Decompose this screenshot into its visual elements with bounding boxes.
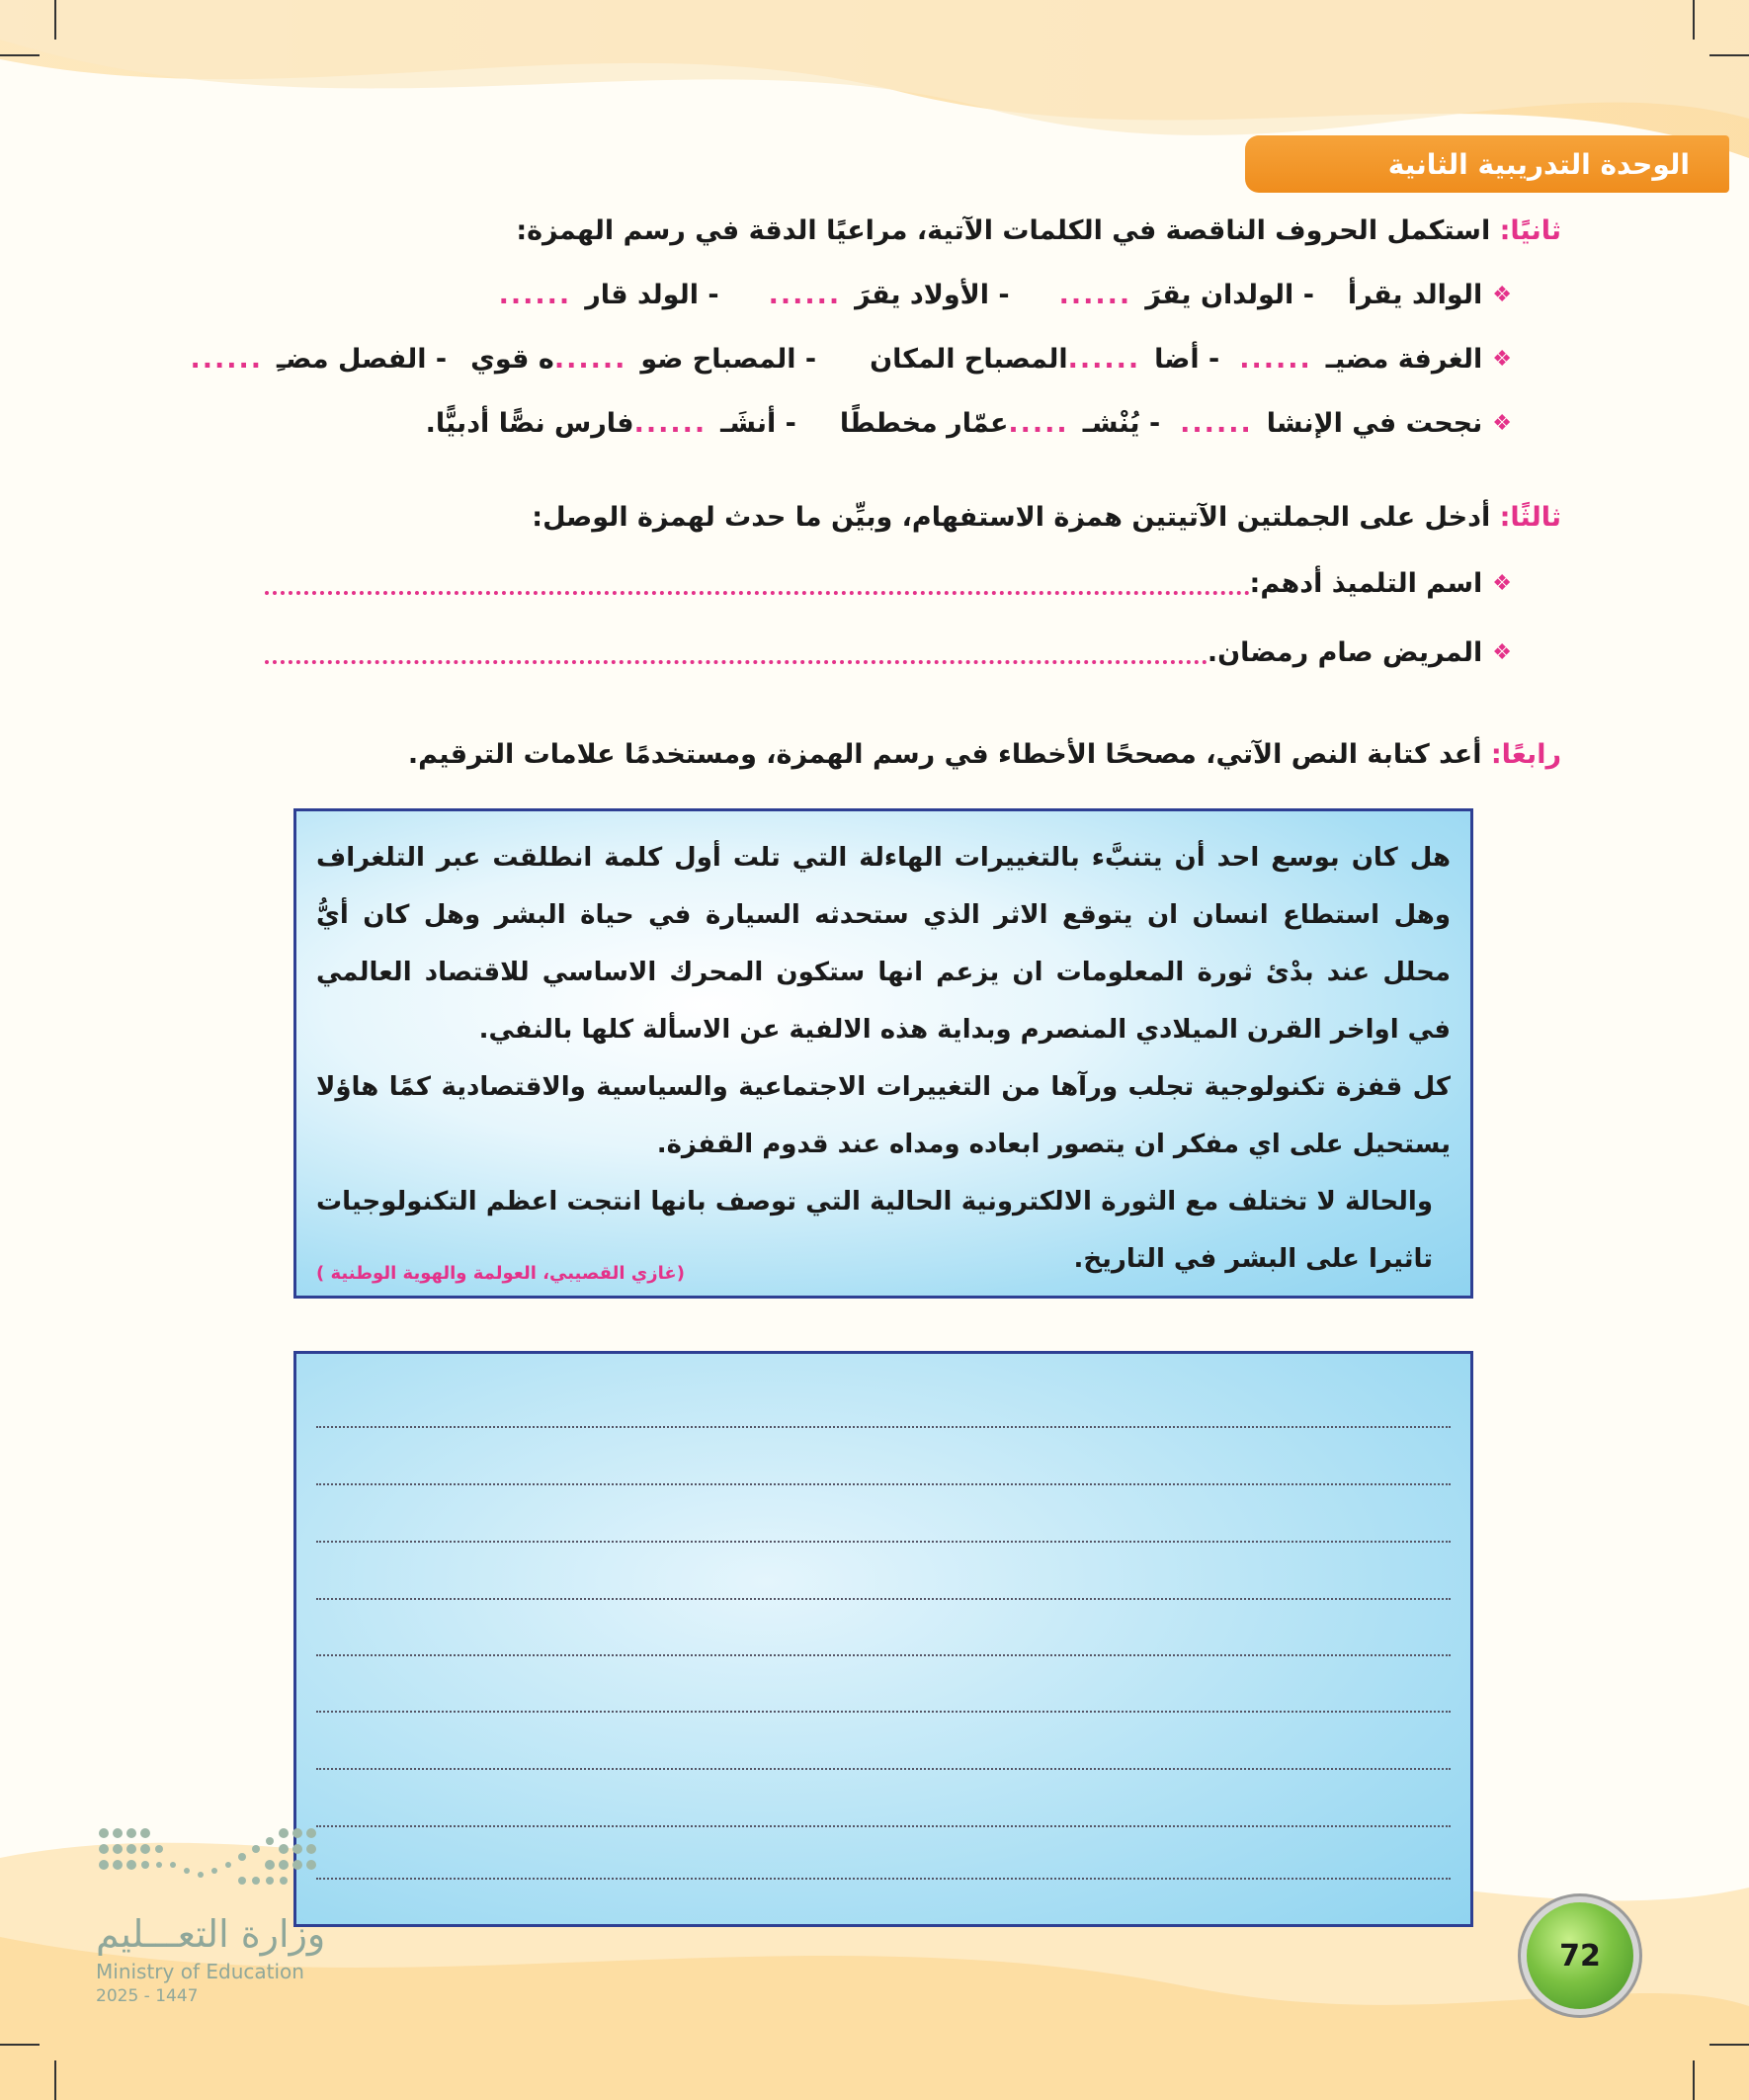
crop-mark: [0, 2044, 40, 2046]
crop-mark: [54, 0, 56, 40]
text-paragraph: كل قفزة تكنولوجية تجلب ورآها من التغييرات الاجتماعية والسياسية والاقتصادية كمًا هاؤلا يستحيل على اي مفكر ان يتصور ابعاده ومداه عند قدوم القفزة.: [316, 1072, 1451, 1159]
section3-instruction: أدخل على الجملتين الآتيتين همزة الاستفهام، وبيِّن ما حدث لهمزة الوصل:: [532, 502, 1491, 533]
text-paragraph: هل كان بوسع احد أن يتنبَّء بالتغييرات الهاءلة التي تلت أول كلمة انطلقت عبر التلغراف وهل استطاع انسان ان يتوقع الاثر الذي ستحدثه السيارة في حياة البشر وهل كان أيُّ محلل عند بدْئ ثورة المعلومات ان يزعم انها ستكون المحرك الاساسي للاقتصاد العالمي في اواخر القرن الميلادي المنصرم وبداية هذه الالفية عن الاسألة كلها بالنفي.: [316, 843, 1451, 1045]
diamond-bullet-icon: ❖: [1492, 571, 1512, 596]
writing-line[interactable]: [316, 1825, 1451, 1827]
section4-heading: [408, 739, 1561, 770]
page-number: 72: [1559, 1938, 1601, 1974]
word: - الولد قار: [585, 280, 719, 310]
writing-line[interactable]: [316, 1654, 1451, 1656]
diamond-bullet-icon: ❖: [1492, 411, 1512, 436]
writing-line[interactable]: [316, 1598, 1451, 1600]
word: عمّار مخططًا: [839, 408, 1009, 439]
word: ه قوي: [470, 344, 554, 375]
diamond-bullet-icon: ❖: [1492, 347, 1512, 372]
word: المصباح المكان: [870, 344, 1068, 375]
source-text-box: [293, 808, 1473, 1299]
writing-line[interactable]: [316, 1483, 1451, 1485]
section3-item-1: [265, 568, 1512, 599]
section2-row-2: ❖ الغرفة مضيـ ...... - أضا ...... المصباح المكان - المصباح ضو ...... ه قوي - الفصل مضـِ ......: [190, 344, 1512, 375]
word: - يُنْشـ: [1082, 408, 1161, 439]
ministry-name-en: Ministry of Education: [96, 1960, 304, 1983]
answer-line[interactable]: [265, 660, 1208, 664]
section2-heading: [516, 215, 1561, 246]
section3-label: ثالثًا:: [1499, 502, 1561, 533]
writing-line[interactable]: [316, 1768, 1451, 1770]
diamond-bullet-icon: ❖: [1492, 283, 1512, 307]
crop-mark: [54, 2060, 56, 2100]
crop-mark: [1709, 2044, 1749, 2046]
unit-title-banner: [1245, 135, 1729, 193]
ministry-logo-icon: [94, 1823, 321, 1981]
word: - المصباح ضو: [640, 344, 817, 375]
word: - الفصل مضـِ: [277, 344, 448, 375]
text-paragraph: والحالة لا تختلف مع الثورة الالكترونية الحالية التي توصف بانها انتجت اعظم التكنولوجيات تاثيرا على البشر في التاريخ.: [316, 1187, 1433, 1274]
edition-year: 2025 - 1447: [96, 1986, 199, 2006]
crop-mark: [1693, 2060, 1695, 2100]
writing-line[interactable]: [316, 1426, 1451, 1428]
section2-row-1: ❖ الوالد يقرأ - الولدان يقرَ ...... - الأولاد يقرَ ...... - الولد قار ......: [498, 280, 1512, 310]
diamond-bullet-icon: ❖: [1492, 640, 1512, 665]
section3-heading: [532, 502, 1561, 533]
unit-title: الوحدة التدريبية الثانية: [1387, 147, 1690, 181]
word: نجحت في الإنشا: [1266, 408, 1483, 439]
crop-mark: [1693, 0, 1695, 40]
section2-instruction: استكمل الحروف الناقصة في الكلمات الآتية، مراعيًا الدقة في رسم الهمزة:: [516, 215, 1491, 246]
crop-mark: [0, 54, 40, 56]
crop-mark: [1709, 54, 1749, 56]
word: - الولدان يقرَ: [1145, 280, 1314, 310]
ministry-name-ar: وزارة التعـــليم: [96, 1912, 326, 1956]
word: فارس نصًّا أدبيًّا.: [425, 408, 634, 439]
word: الوالد يقرأ: [1347, 280, 1483, 310]
source-citation: (غازي القصيبي، العولمة والهوية الوطنية ): [316, 1263, 685, 1284]
section3-item-2: [265, 637, 1512, 668]
section2-row-3: ❖ نجحت في الإنشا ...... - يُنْشـ ..... عمّار مخططًا - أنشَـ ...... فارس نصًّا أدبيًّا.: [425, 408, 1512, 439]
writing-area[interactable]: [293, 1351, 1473, 1927]
word: الغرفة مضيـ: [1325, 344, 1483, 375]
writing-line[interactable]: [316, 1878, 1451, 1880]
writing-line[interactable]: [316, 1711, 1451, 1713]
word: - أضا: [1154, 344, 1220, 375]
writing-line[interactable]: [316, 1541, 1451, 1543]
word: - أنشَـ: [720, 408, 796, 439]
answer-line[interactable]: [265, 591, 1250, 595]
section4-label: رابعًا:: [1490, 739, 1561, 770]
section4-instruction: أعد كتابة النص الآتي، مصححًا الأخطاء في رسم الهمزة، ومستخدمًا علامات الترقيم.: [407, 739, 1482, 770]
word: - الأولاد يقرَ: [855, 280, 1010, 310]
sentence: المريض صام رمضان.: [1207, 637, 1483, 668]
section2-label: ثانيًا:: [1499, 215, 1561, 246]
page-number-badge: [1527, 1902, 1633, 2009]
sentence: اسم التلميذ أدهم:: [1249, 568, 1483, 599]
